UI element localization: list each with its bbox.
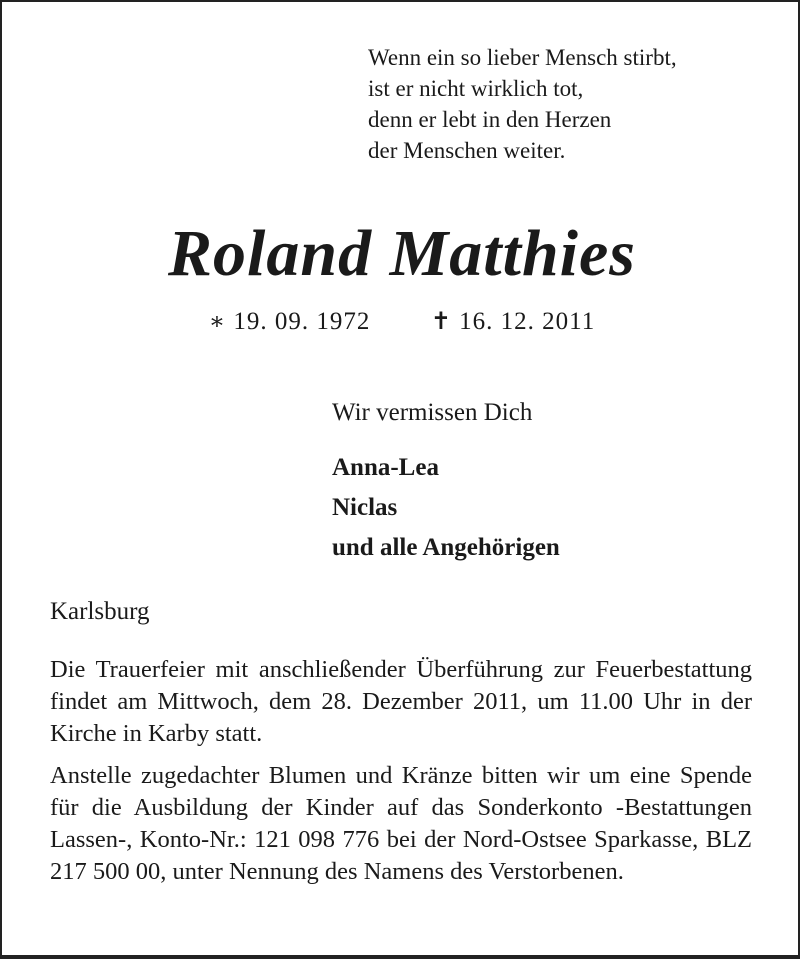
mourners-intro: Wir vermissen Dich — [332, 399, 533, 426]
memorial-poem — [368, 42, 677, 166]
poem-line: denn er lebt in den Herzen — [368, 107, 612, 132]
deceased-name: Roland Matthies — [168, 217, 636, 290]
poem-line: Wenn ein so lieber Mensch stirbt, — [368, 45, 677, 70]
donation-notice: Anstelle zugedachter Blumen und Kränze bitten wir um eine Spende für die Ausbildung der Kinder auf das Sonderkonto -Bestattungen Lassen-, Konto-Nr.: 121 098 776 bei der Nord-Ostsee Sparkasse, BLZ 217 500 00, unter Nennung des Namens des Verstorbenen. — [50, 762, 752, 885]
funeral-notice: Die Trauerfeier mit anschließender Überführung zur Feuerbestattung findet am Mittwoch, dem 28. Dezember 2011, um 11.00 Uhr in der Kirche in Karby statt. — [50, 656, 752, 747]
poem-line: der Menschen weiter. — [368, 138, 566, 163]
life-dates — [2, 304, 800, 340]
death-cross-icon: ✝ — [430, 309, 452, 335]
birth-star-icon: ∗ — [208, 309, 227, 335]
poem-line: ist er nicht wirklich tot, — [368, 76, 584, 101]
mourner-name: und alle Angehörigen — [332, 534, 560, 561]
mourner-name: Anna-Lea — [332, 454, 439, 481]
birth-date: 19. 09. 1972 — [233, 308, 371, 335]
place-name: Karlsburg — [50, 598, 150, 625]
death-date: 16. 12. 2011 — [459, 308, 596, 335]
mourner-name: Niclas — [332, 494, 398, 521]
mourners-list — [332, 448, 560, 568]
